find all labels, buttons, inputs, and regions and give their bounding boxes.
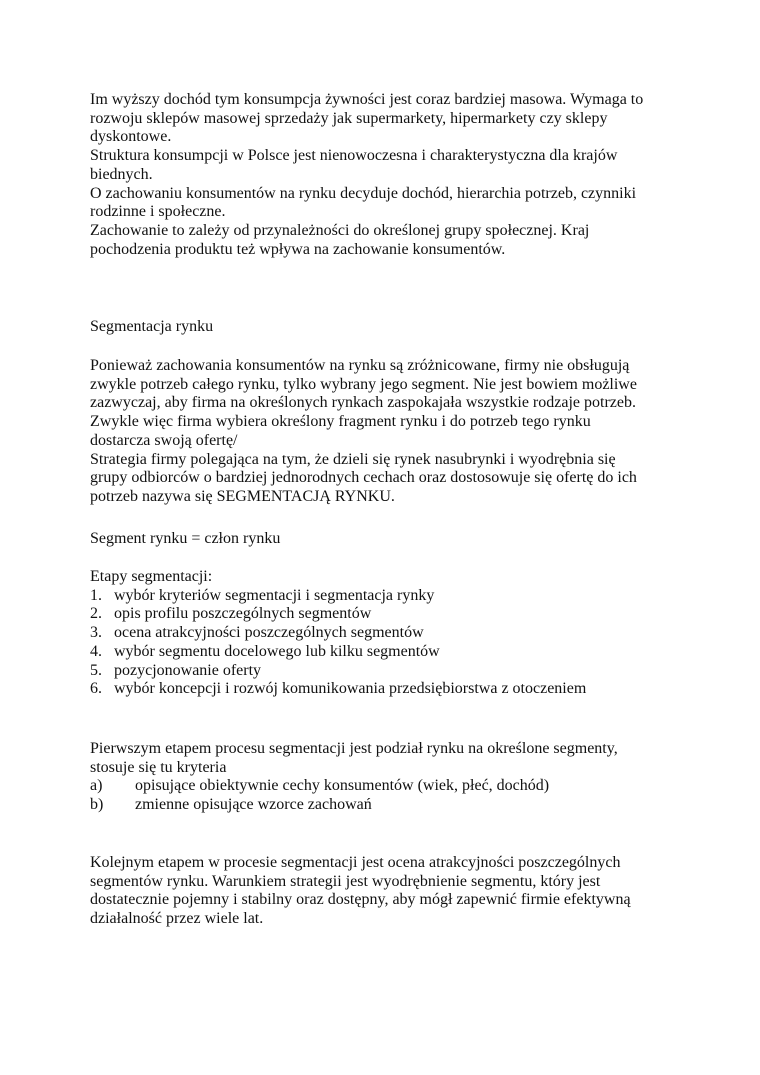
text-line: Im wyższy dochód tym konsumpcja żywności jest coraz bardziej masowa. Wymaga to [90,91,644,108]
text-line: rozwoju sklepów masowej sprzedaży jak supermarkety, hipermarkety czy sklepy [90,109,608,127]
list-number: 2. [90,605,102,623]
text-line: Kolejnym etapem w procesie segmentacji jest ocena atrakcyjności poszczególnych [90,854,621,871]
list-item [90,643,586,662]
list-item [90,624,586,643]
first-stage-paragraph [90,740,618,815]
text-line: Struktura konsumpcji w Polsce jest nienowoczesna i charakterystyczna dla krajów [90,147,618,165]
text-line: Zwykle więc firma wybiera określony fragment rynku i do potrzeb tego rynku [90,413,591,431]
list-item [90,777,618,796]
definition: Segment rynku = człon rynku [90,530,281,547]
list-item [90,587,586,606]
stages-title: Etapy segmentacji: [90,568,213,585]
text-line: zwykle potrzeb całego rynku, tylko wybrany jego segment. Nie jest bowiem możliwe [90,375,637,393]
list-text: wybór segmentu docelowego lub kilku segmentów [114,642,440,660]
list-number: 6. [90,680,102,698]
text-line: potrzeb nazywa się SEGMENTACJĄ RYNKU. [90,487,395,505]
text-line: pochodzenia produktu też wpływa na zachowanie konsumentów. [90,240,506,258]
list-letter: a) [90,777,103,795]
text-line: Pierwszym etapem procesu segmentacji jest podział rynku na określone segmenty, [90,740,618,757]
list-text: opis profilu poszczególnych segmentów [114,605,372,623]
list-number: 5. [90,661,102,679]
list-text: wybór koncepcji i rozwój komunikowania przedsiębiorstwa z otoczeniem [114,680,587,698]
list-letter: b) [90,796,104,814]
list-text: opisujące obiektywnie cechy konsumentów (wiek, płeć, dochód) [135,777,550,795]
list-item [90,605,586,624]
text-line: zazwyczaj, aby firma na określonych rynkach zaspokajała wszystkie rodzaje potrzeb. [90,394,636,412]
list-item [90,796,618,815]
text-line: Ponieważ zachowania konsumentów na rynku są zróżnicowane, firmy nie obsługują [90,357,630,374]
text-line: dostarcza swoją ofertę/ [90,431,238,449]
text-line: grupy odbiorców o bardziej jednorodnych cechach oraz dostosowuje się ofertę do ich [90,469,637,487]
list-number: 1. [90,586,102,604]
intro-paragraph [90,91,643,259]
text-line: dyskontowe. [90,128,172,146]
stages-list [90,568,586,699]
text-line: dostatecznie pojemny i stabilny oraz dostępny, aby mógł zapewnić firmie efektywną [90,891,631,909]
text-line: O zachowaniu konsumentów na rynku decyduje dochód, hierarchia potrzeb, czynniki [90,184,637,202]
segmentation-paragraph [90,357,637,507]
text-line: segmentów rynku. Warunkiem strategii jest wyodrębnienie segmentu, który jest [90,872,601,890]
list-item [90,662,586,681]
text-line: rodzinne i społeczne. [90,203,226,221]
section-heading: Segmentacja rynku [90,318,214,335]
list-text: zmienne opisujące wzorce zachowań [135,796,372,814]
list-number: 4. [90,642,102,660]
text-line: stosuje się tu kryteria [90,758,227,776]
list-text: pozycjonowanie oferty [114,661,262,679]
list-item [90,680,586,699]
text-line: Zachowanie to zależy od przynależności do określonej grupy społecznej. Kraj [90,221,590,239]
next-stage-paragraph [90,854,631,929]
list-text: wybór kryteriów segmentacji i segmentacja rynky [114,586,435,604]
text-line: działalność przez wiele lat. [90,910,264,928]
text-line: Strategia firmy polegająca na tym, że dzieli się rynek nasubrynki i wyodrębnia się [90,450,616,468]
list-text: ocena atrakcyjności poszczególnych segmentów [114,624,424,642]
text-line: biednych. [90,165,153,183]
list-number: 3. [90,624,102,642]
